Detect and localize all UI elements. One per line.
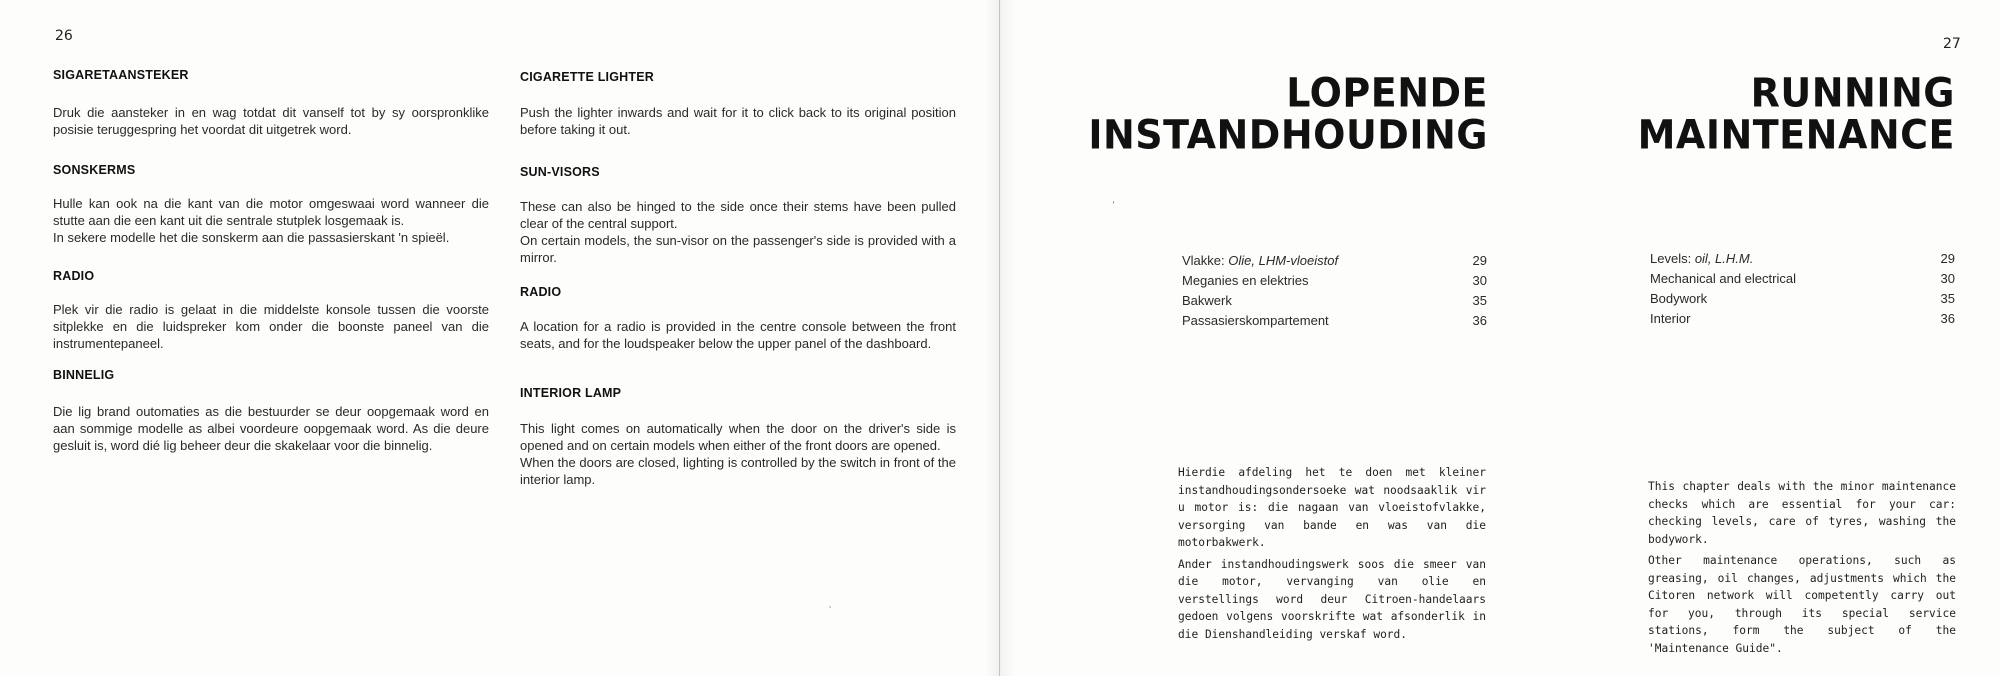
section-cigarette-lighter	[520, 70, 654, 84]
title-line-1: LOPENDE	[1286, 69, 1488, 117]
toc-entry-label	[1650, 249, 1753, 269]
section-radio-en	[520, 285, 561, 299]
toc-entry-label: Mechanical and electrical	[1650, 271, 1796, 286]
section-body	[53, 403, 489, 454]
title-line-1: RUNNING	[1750, 69, 1955, 117]
toc-entry-page: 36	[1940, 311, 1955, 326]
toc-entry-label: Bodywork	[1650, 291, 1708, 306]
page-number-left: 26	[55, 28, 73, 44]
section-body	[520, 318, 956, 352]
toc-entry[interactable]	[1182, 271, 1487, 291]
chapter-title-afrikaans	[1068, 69, 1488, 159]
intro-paragraph-2: Ander instandhoudingswerk soos die smeer van die motor, vervanging van olie en verstellings word deur Citroen-handelaars gedoen volgens voorskrifte wat afsonderlik in die Dienshandleiding verskaf word.	[1178, 557, 1486, 641]
toc-afrikaans	[1182, 251, 1487, 331]
toc-entry-page: 29	[1472, 253, 1487, 268]
section-text: Die lig brand outomaties as die bestuurder se deur oopgemaak word en aan sommige modelle as albei voordeure oopgemaak word. As die deure gesluit is, word dié lig beheer deur die skakelaar voor die binnelig.	[53, 404, 489, 453]
section-body	[520, 104, 956, 138]
section-text: Push the lighter inwards and wait for it to click back to its original position before taking it out.	[520, 105, 956, 137]
toc-entry-page: 36	[1472, 313, 1487, 328]
intro-afrikaans	[1178, 464, 1486, 647]
section-text: Hulle kan ook na die kant van die motor omgeswaai word wanneer die stutte aan die een kant uit die sentrale stutplek losgemaak is.	[53, 196, 489, 228]
toc-entry[interactable]	[1182, 311, 1487, 331]
toc-label-prefix: Levels:	[1650, 251, 1695, 266]
section-sigaretaansteker	[53, 68, 189, 82]
toc-label-italic: Olie, LHM-vloeistof	[1228, 253, 1339, 268]
toc-entry-label: Passasierskompartement	[1182, 313, 1329, 328]
section-heading: BINNELIG	[53, 368, 115, 382]
toc-entry[interactable]	[1650, 289, 1955, 309]
section-heading: CIGARETTE LIGHTER	[520, 70, 654, 84]
section-binnelig	[53, 368, 114, 382]
toc-entry[interactable]	[1650, 309, 1955, 329]
toc-label-prefix: Vlakke:	[1182, 253, 1229, 268]
toc-entry-page: 35	[1472, 293, 1487, 308]
section-interior-lamp	[520, 386, 621, 400]
toc-entry[interactable]	[1182, 251, 1487, 271]
section-body	[520, 420, 956, 488]
toc-entry-label: Bakwerk	[1182, 293, 1232, 308]
page-number-right: 27	[1943, 36, 1961, 52]
toc-entry-page: 35	[1940, 291, 1955, 306]
toc-entry-page: 29	[1940, 251, 1955, 266]
section-heading: RADIO	[53, 269, 95, 283]
section-text-2: In sekere modelle het die sonskerm aan die passasierskant 'n spieël.	[53, 230, 450, 245]
section-sonskerms	[53, 163, 135, 177]
toc-entry-page: 30	[1940, 271, 1955, 286]
toc-entry[interactable]	[1182, 291, 1487, 311]
toc-english	[1650, 249, 1955, 329]
toc-entry[interactable]	[1650, 249, 1955, 269]
section-text: These can also be hinged to the side once their stems have been pulled clear of the central support.	[520, 199, 956, 231]
intro-paragraph-1: This chapter deals with the minor maintenance checks which are essential for your car: checking levels, care of tyres, washing the bodywork.	[1648, 480, 1956, 546]
toc-entry-label: Interior	[1650, 311, 1691, 326]
section-heading: SUN-VISORS	[520, 165, 600, 179]
toc-label-italic: oil, L.H.M.	[1694, 251, 1754, 266]
section-text: A location for a radio is provided in the centre console between the front seats, and for the loudspeaker below the upper panel of the dashboard.	[520, 319, 956, 351]
scan-speck: `	[828, 606, 833, 617]
section-body	[53, 195, 489, 246]
toc-entry-page: 30	[1472, 273, 1487, 288]
section-body	[53, 301, 489, 352]
section-text-2: On certain models, the sun-visor on the passenger's side is provided with a mirror.	[520, 233, 956, 265]
section-heading: INTERIOR LAMP	[520, 386, 622, 400]
section-radio-af	[53, 269, 94, 283]
toc-entry-label	[1182, 251, 1338, 271]
right-page	[1000, 0, 2000, 676]
section-text-2: When the doors are closed, lighting is controlled by the switch in front of the interior lamp.	[520, 455, 956, 487]
section-heading: SIGARETAANSTEKER	[53, 68, 189, 82]
toc-entry-label: Meganies en elektries	[1182, 273, 1309, 288]
intro-paragraph-2: Other maintenance operations, such as greasing, oil changes, adjustments which the Citoren network will competently carry out for you, through its special service stations, form the subject of the 'Maintenance Guide".	[1648, 554, 1956, 655]
section-sun-visors	[520, 165, 600, 179]
title-line-2: INSTANDHOUDING	[1088, 111, 1488, 159]
section-body	[520, 198, 956, 266]
section-body	[53, 104, 489, 138]
section-heading: RADIO	[520, 285, 562, 299]
chapter-title-english	[1575, 69, 1955, 159]
scan-speck: ‘	[1112, 200, 1116, 211]
section-text: Plek vir die radio is gelaat in die middelste konsole tussen die voorste sitplekke en die luidspreker kom onder die boonste paneel van die instrumentepaneel.	[53, 302, 489, 351]
section-heading: SONSKERMS	[53, 163, 136, 177]
title-line-2: MAINTENANCE	[1637, 111, 1955, 159]
section-text: Druk die aansteker in en wag totdat dit vanself tot by sy oorspronklike posisie teruggespring het voordat dit uitgetrek word.	[53, 105, 489, 137]
intro-paragraph-1: Hierdie afdeling het te doen met kleiner instandhoudingsondersoeke wat noodsaaklik vir u motor is: die nagaan van vloeistofvlakke, versorging van bande en was van die motorbakwerk.	[1178, 466, 1486, 549]
toc-entry[interactable]	[1650, 269, 1955, 289]
section-text: This light comes on automatically when the door on the driver's side is opened and on certain models when either of the front doors are opened.	[520, 421, 956, 453]
intro-english	[1648, 478, 1956, 661]
